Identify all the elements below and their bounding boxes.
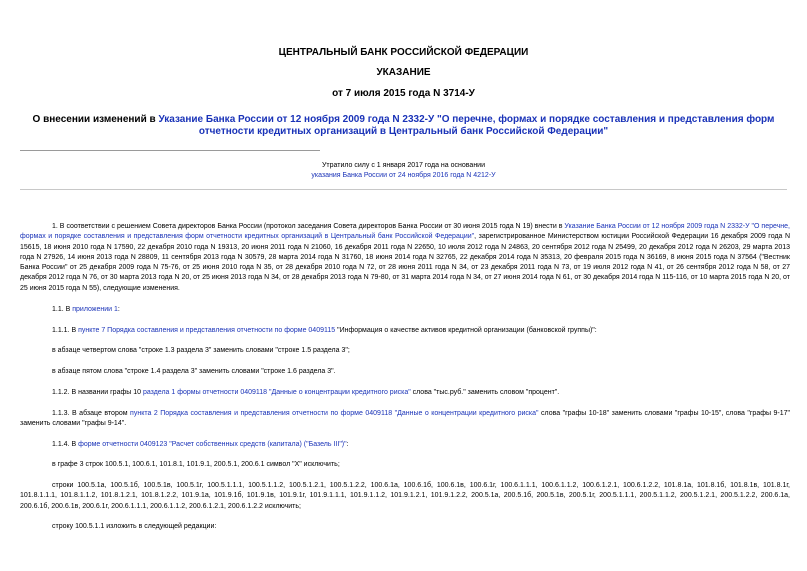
title-prefix: О внесении изменений в xyxy=(32,114,159,125)
p2-link[interactable]: приложении 1 xyxy=(72,306,118,313)
p6-link[interactable]: раздела 1 формы отчетности 0409118 "Данные о концентрации кредитного риска" xyxy=(142,389,411,396)
p2-text-b: : xyxy=(117,306,120,313)
paragraph-1-1-4 xyxy=(20,440,790,450)
document-type: УКАЗАНИЕ xyxy=(376,67,431,78)
p1-link[interactable]: Указание Банка России от 12 ноября 2009 года N 2332-У "О перечне, формах и порядке составления и представления форм отчетности кредитных организаций в Центральный банк Российской Федерации" xyxy=(20,223,791,241)
p7-text-b: слова "графы 10-18" заменить словами "графы 10-15", слова "графы 9-17" заменить словами "графы 9-14". xyxy=(20,410,791,428)
paragraph-1-1-3 xyxy=(20,409,790,430)
p7-link[interactable]: пункта 2 Порядка составления и представления отчетности по форме 0409118 "Данные о концентрации кредитного риска" xyxy=(130,410,539,417)
p7-text-a: 1.1.3. В абзаце втором xyxy=(52,410,131,417)
p3-link[interactable]: пункте 7 Порядка составления и представления отчетности по форме 0409115 xyxy=(78,327,336,334)
paragraph-grafa-3: в графе 3 строк 100.5.1, 100.6.1, 101.8.1, 101.9.1, 200.5.1, 200.6.1 символ "X" исключить; xyxy=(52,461,340,468)
p6-text-b: слова "тыс.руб." заменить словом "процент". xyxy=(410,389,560,396)
p1-text-a: 1. В соответствии с решением Совета директоров Банка России (протокол заседания Совета директоров Банка России от 30 июня 2015 года N 19) внести в xyxy=(52,223,565,230)
paragraph-1-1 xyxy=(20,305,790,315)
paragraph-row-replace: строку 100.5.1.1 изложить в следующей редакции: xyxy=(52,523,217,530)
paragraph-abzac-5: в абзаце пятом слова "строке 1.4 раздела 3" заменить словами "строке 1.6 раздела 3". xyxy=(52,368,336,375)
status-link[interactable]: указания Банка России от 24 ноября 2016 года N 4212-У xyxy=(311,172,496,179)
issuer-heading: ЦЕНТРАЛЬНЫЙ БАНК РОССИЙСКОЙ ФЕДЕРАЦИИ xyxy=(278,47,529,58)
p8-link[interactable]: форме отчетности 0409123 "Расчет собственных средств (капитала) ("Базель III")" xyxy=(78,441,347,448)
p8-text-a: 1.1.4. В xyxy=(52,441,79,448)
paragraph-rows-delete: строки 100.5.1а, 100.5.1б, 100.5.1в, 100.5.1г, 100.5.1.1.1, 100.5.1.1.2, 100.5.1.2.1, 100.5.1.2.2, 100.6.1а, 100.6.1б, 100.6.1в, 100.6.1г, 100.6.1.1.1, 100.6.1.1.2, 100.6.1.2.1, 100.6.1.2.2, 101.8.1а, 101.8.1б, 101.8.1в, 101.8.1г, 101.8.1.1.1, 101.8.1.1.2, 101.8.1.2.1, 101.8.1.2.2, 101.9.1а, 101.9.1б, 101.9.1в, 101.9.1г, 101.9.1.1.1, 101.9.1.1.2, 101.9.1.2.1, 101.9.1.2.2, 200.5.1а, 200.5.1б, 200.5.1в, 200.5.1г, 200.5.1.1.1, 200.5.1.1.2, 200.5.1.2.1, 200.5.1.2.2, 200.6.1а, 200.6.1б, 200.6.1в, 200.6.1г, 200.6.1.1.1, 200.6.1.1.2, 200.6.1.2.1, 200.6.1.2.2 исключить; xyxy=(20,482,790,510)
p2-text-a: 1.1. В xyxy=(52,306,73,313)
title-link[interactable]: Указание Банка России от 12 ноября 2009 года N 2332-У "О перечне, формах и порядке составления и представления форм отчетности кредитных организаций в Центральный банк Российской Федерации" xyxy=(158,114,775,137)
document-date: от 7 июля 2015 года N 3714-У xyxy=(332,88,475,99)
paragraph-abzac-4: в абзаце четвертом слова "строке 1.3 раздела 3" заменить словами "строке 1.5 раздела 3"; xyxy=(52,347,350,354)
document-title xyxy=(30,114,777,138)
paragraph-1-1-1 xyxy=(20,326,790,336)
p1-text-b: , зарегистрированное Министерством юстиции Российской Федерации 16 декабря 2009 года N 15615, 18 июня 2010 года N 17590, 22 декабря 2010 года N 19313, 20 июня 2011 года N 21060, 16 декабря 2011 года N 22650, 10 июля 2012 года N 24863, 20 сентября 2012 года N 25499, 20 декабря 2012 года N 26203, 29 марта 2013 года N 27926, 14 июня 2013 года N 28809, 11 сентября 2013 года N 30579, 28 марта 2014 года N 31760, 18 июня 2014 года N 32765, 22 декабря 2014 года N 35313, 20 февраля 2015 года N 36169, 8 июня 2015 года N 37564 ("Вестник Банка России" от 25 декабря 2009 года N 75-76, от 25 июня 2010 года N 35, от 28 декабря 2010 года N 72, от 28 июня 2011 года N 34, от 23 декабря 2011 года N 73, от 19 июля 2012 года N 41, от 26 сентября 2012 года N 58, от 27 декабря 2012 года N 76, от 30 марта 2013 года N 20, от 25 июня 2013 года N 34, от 28 декабря 2013 года N 79-80, от 31 марта 2014 года N 34, от 27 июня 2014 года N 61, от 30 декабря 2014 года N 115-116, от 10 марта 2015 года N 20, от 25 июня 2015 года N 55), следующие изменения. xyxy=(20,233,790,292)
p3-text-b: "Информация о качестве активов кредитной организации (банковской группы)": xyxy=(335,327,597,334)
paragraph-1-1-2 xyxy=(20,388,790,398)
status-note xyxy=(0,161,807,181)
status-divider xyxy=(20,189,787,190)
p8-text-b: : xyxy=(346,441,349,448)
status-line: Утратило силу с 1 января 2017 года на основании xyxy=(321,162,486,169)
title-divider xyxy=(20,150,320,151)
p3-text-a: 1.1.1. В xyxy=(52,327,79,334)
paragraph-1 xyxy=(20,222,790,294)
p6-text-a: 1.1.2. В названии графы 10 xyxy=(52,389,143,396)
